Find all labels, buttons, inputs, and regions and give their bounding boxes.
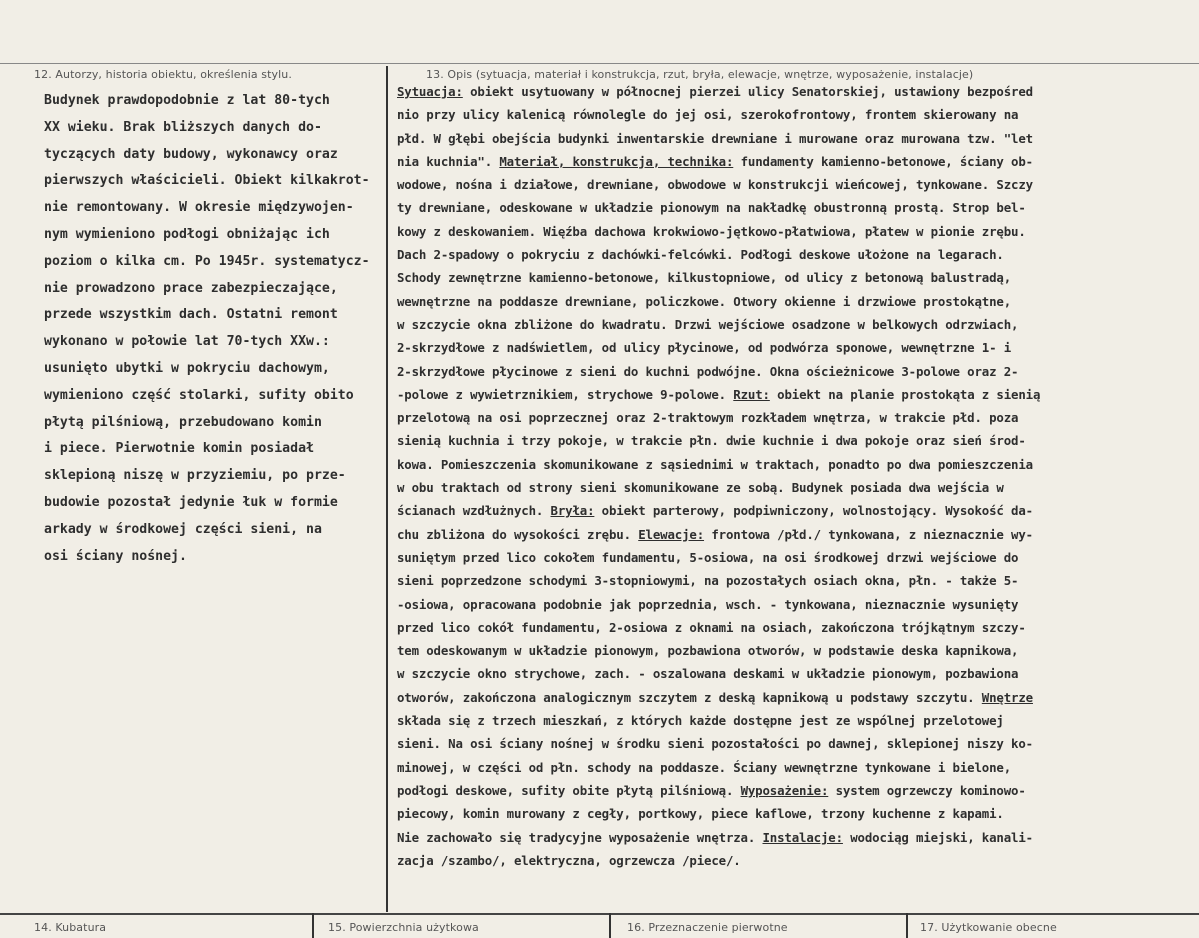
description-line	[397, 150, 1187, 173]
description-text: Nie zachowało się tradycyjne wyposażenie wnętrza.	[397, 829, 763, 845]
description-text: płd. W głębi obejścia budynki inwentarskie drewniane i murowane oraz murowana tzw. "let	[397, 130, 1033, 146]
description-text: chu zbliżona do wysokości zrębu.	[397, 526, 639, 542]
description-text: suniętym przed lico cokołem fundamentu, 5-osiowa, na osi środkowej drzwi wejściowe do	[397, 549, 1019, 565]
history-line: wymieniono część stolarki, sufity obito	[44, 387, 354, 403]
description-text: sieni. Na osi ściany nośnej w środku sieni pozostałości po dawnej, sklepionej niszy ko-	[397, 736, 1033, 752]
history-line: XX wieku. Brak bliższych danych do-	[44, 119, 322, 135]
description-line	[397, 709, 1187, 732]
history-line: wykonano w połowie lat 70-tych XXw.:	[44, 334, 330, 350]
description-text: sienią kuchnia i trzy pokoje, w trakcie płn. dwie kuchnie i dwa pokoje oraz sień środ-	[397, 433, 1026, 449]
history-line: tyczących daty budowy, wykonawcy oraz	[44, 146, 338, 162]
description-text: tem odeskowanym w układzie pionowym, pozbawiona otworów, w podstawie deska kapnikowa,	[397, 643, 1019, 659]
description-line	[397, 686, 1187, 709]
section-heading-text: Bryła:	[550, 503, 595, 519]
description-text: ty drewniane, odeskowane w układzie pionowym na nakładkę obustronną prostą. Strop bel-	[397, 200, 1026, 216]
footer-divider-2	[609, 913, 611, 938]
description-text: otworów, zakończona analogicznym szczytem z deską kapnikową u podstawy szczytu.	[397, 689, 982, 705]
description-line	[397, 569, 1187, 592]
description-text-block	[397, 80, 1187, 872]
description-line	[397, 499, 1187, 522]
description-line	[397, 360, 1187, 383]
description-line	[397, 196, 1187, 219]
section-heading-text: Elewacje:	[638, 526, 705, 542]
history-line: Budynek prawdopodobnie z lat 80-tych	[44, 93, 330, 108]
description-line	[397, 826, 1187, 849]
section-13-header: 13. Opis (sytuacja, materiał i konstrukcja, rzut, bryła, elewacje, wnętrze, wyposażenie, instalacje)	[426, 68, 974, 81]
description-text: przed lico cokół fundamentu, 2-osiowa z oknami na osiach, zakończona trójkątnym szczy-	[397, 619, 1026, 635]
description-text: wewnętrzne na poddasze drewniane, policzkowe. Otwory okienne i drzwiowe prostokątne,	[397, 293, 1012, 309]
section-heading-text: Rzut:	[733, 386, 770, 402]
description-text: -osiowa, opracowana podobnie jak poprzednia, wsch. - tynkowana, nieznacznie wysunięty	[397, 596, 1019, 612]
history-line: arkady w środkowej części sieni, na	[44, 521, 322, 537]
description-line	[397, 336, 1187, 359]
description-text: wodowe, nośna i działowe, drewniane, obwodowe w konstrukcji wieńcowej, tynkowane. Szczy	[397, 177, 1033, 193]
section-heading-text: Wyposażenie:	[740, 782, 829, 798]
description-line	[397, 662, 1187, 685]
history-line: nie prowadzono prace zabezpieczające,	[44, 280, 338, 296]
description-line	[397, 243, 1187, 266]
description-line	[397, 453, 1187, 476]
history-line: płytą pilśniową, przebudowano komin	[44, 414, 322, 430]
description-line	[397, 849, 1187, 872]
description-text: w obu traktach od strony sieni skomunikowane ze sobą. Budynek posiada dwa wejścia w	[397, 480, 1004, 496]
section-12-header: 12. Autorzy, historia obiektu, określenia stylu.	[34, 68, 292, 81]
history-text-block	[44, 88, 384, 570]
description-text: fundamenty kamienno-betonowe, ściany ob-	[733, 153, 1033, 169]
section-heading-text: Materiał, konstrukcja, technika:	[499, 153, 734, 169]
description-line	[397, 802, 1187, 825]
footer-original-purpose-label: 16. Przeznaczenie pierwotne	[627, 921, 788, 934]
description-text: podłogi deskowe, sufity obite płytą pilśniową.	[397, 782, 741, 798]
description-line	[397, 266, 1187, 289]
description-text: system ogrzewczy kominowo-	[828, 782, 1026, 798]
description-text: składa się z trzech mieszkań, z których każde dostępne jest ze wspólnej przelotowej	[397, 713, 1004, 729]
description-text: przelotową na osi poprzecznej oraz 2-traktowym rozkładem wnętrza, w trakcie płd. poza	[397, 410, 1019, 426]
description-text: obiekt na planie prostokąta z sienią	[769, 386, 1041, 402]
description-text: obiekt usytuowany w północnej pierzei ulicy Senatorskiej, ustawiony bezpośred	[462, 84, 1033, 99]
history-line: przede wszystkim dach. Ostatni remont	[44, 307, 338, 323]
description-line	[397, 220, 1187, 243]
description-line	[397, 383, 1187, 406]
description-line	[397, 546, 1187, 569]
description-text: frontowa /płd./ tynkowana, z nieznacznie wy-	[704, 526, 1033, 542]
footer-current-use-label: 17. Użytkowanie obecne	[920, 921, 1057, 934]
description-line	[397, 732, 1187, 755]
description-text: Schody zewnętrzne kamienno-betonowe, kilkustopniowe, od ulicy z betonową balustradą,	[397, 270, 1012, 286]
history-line: i piece. Pierwotnie komin posiadał	[44, 441, 314, 457]
description-line	[397, 173, 1187, 196]
history-line: nie remontowany. W okresie międzywojen-	[44, 200, 354, 216]
history-line: nym wymieniono podłogi obniżając ich	[44, 226, 330, 242]
description-text: -polowe z wywietrznikiem, strychowe 9-polowe.	[397, 386, 734, 402]
footer-usable-area-label: 15. Powierzchnia użytkowa	[328, 921, 479, 934]
description-text: nia kuchnia".	[397, 153, 500, 169]
description-line	[397, 639, 1187, 662]
history-line: poziom o kilka cm. Po 1945r. systematycz-	[44, 253, 370, 269]
description-line	[397, 593, 1187, 616]
description-line	[397, 429, 1187, 452]
description-text: 2-skrzydłowe płycinowe z sieni do kuchni podwójne. Okna ościeżnicowe 3-polowe oraz 2-	[397, 363, 1019, 379]
description-line	[397, 80, 1187, 103]
history-line: pierwszych właścicieli. Obiekt kilkakrot-	[44, 173, 370, 189]
footer-divider-3	[906, 913, 908, 938]
description-text: minowej, w części od płn. schody na poddasze. Ściany wewnętrzne tynkowane i bielone,	[397, 759, 1012, 775]
description-text: nio przy ulicy kalenicą równolegle do jej osi, szerokofrontowy, frontem skierowany na	[397, 107, 1019, 123]
description-text: kowa. Pomieszczenia skomunikowane z sąsiednimi w traktach, ponadto po dwa pomieszczenia	[397, 456, 1033, 472]
description-text: 2-skrzydłowe z nadświetlem, od ulicy płycinowe, od podwórza sponowe, wewnętrzne 1- i	[397, 340, 1012, 356]
description-text: ścianach wzdłużnych.	[397, 503, 551, 519]
description-text: sieni poprzedzone schodymi 3-stopniowymi, na pozostałych osiach okna, płn. - także 5-	[397, 573, 1019, 589]
description-line	[397, 103, 1187, 126]
description-text: w szczycie okno strychowe, zach. - oszalowana deskami w układzie pionowym, pozbawiona	[397, 666, 1019, 682]
description-line	[397, 406, 1187, 429]
section-heading-text: Sytuacja:	[397, 84, 463, 99]
description-line	[397, 756, 1187, 779]
history-line: usunięto ubytki w pokryciu dachowym,	[44, 360, 330, 376]
section-heading-text: Instalacje:	[762, 829, 843, 845]
description-line	[397, 523, 1187, 546]
description-line	[397, 779, 1187, 802]
description-line	[397, 290, 1187, 313]
description-line	[397, 127, 1187, 150]
description-text: w szczycie okna zbliżone do kwadratu. Drzwi wejściowe osadzone w belkowych odrzwiach,	[397, 316, 1019, 332]
bottom-rule	[0, 913, 1199, 915]
description-line	[397, 313, 1187, 336]
footer-divider-1	[312, 913, 314, 938]
history-line: osi ściany nośnej.	[44, 548, 187, 564]
description-text: piecowy, komin murowany z cegły, portkowy, piece kaflowe, trzony kuchenne z kapami.	[397, 806, 1004, 822]
description-text: obiekt parterowy, podpiwniczony, wolnostojący. Wysokość da-	[594, 503, 1033, 519]
description-text: Dach 2-spadowy o pokryciu z dachówki-felcówki. Podłogi deskowe ułożone na legarach.	[397, 247, 1004, 263]
description-line	[397, 476, 1187, 499]
description-text: kowy z deskowaniem. Więźba dachowa krokwiowo-jętkowo-płatwiowa, płatew w pionie zrębu.	[397, 223, 1026, 239]
section-heading-text: Wnętrze	[981, 689, 1033, 705]
footer-cubature-label: 14. Kubatura	[34, 921, 107, 934]
description-line	[397, 616, 1187, 639]
top-rule	[0, 63, 1199, 64]
history-line: sklepioną niszę w przyziemiu, po prze-	[44, 468, 346, 484]
history-line: budowie pozostał jedynie łuk w formie	[44, 494, 338, 510]
description-text: wodociąg miejski, kanali-	[842, 829, 1033, 845]
description-text: zacja /szambo/, elektryczna, ogrzewcza /piece/.	[397, 852, 741, 868]
column-divider	[386, 66, 388, 912]
